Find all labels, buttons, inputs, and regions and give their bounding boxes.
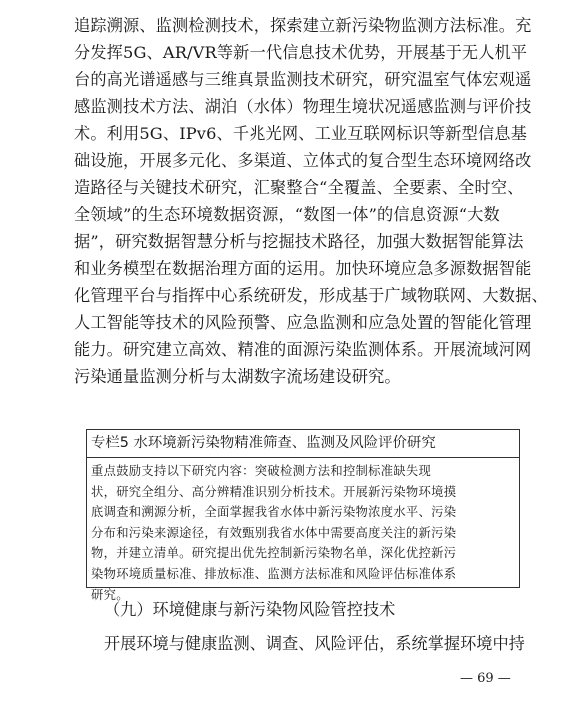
body-line: 追踪溯源、监测检测技术，探索建立新污染物监测方法标准。充	[74, 16, 532, 35]
box-body	[87, 458, 519, 605]
body-line: 感监测技术方法、湖泊（水体）物理生境状况遥感监测与评价技	[74, 97, 532, 116]
body-line: 全领域”的生态环境数据资源，“数图一体”的信息资源“大数	[74, 205, 500, 224]
body-line: 据”，研究数据智慧分析与挖掘技术路径，加强大数据智能算法	[74, 232, 524, 251]
box-line: 研究。	[91, 587, 129, 602]
body-paragraph	[74, 12, 548, 390]
body-line: 分发挥5G、AR/VR等新一代信息技术优势，开展基于无人机平	[74, 43, 528, 62]
body-line: 造路径与关键技术研究，汇聚整合“全覆盖、全要素、全时空、	[74, 178, 524, 197]
body-line: 能力。研究建立高效、精准的面源污染监测体系。开展流域河网	[74, 340, 532, 359]
box-line: 染物环境质量标准、排放标准、监测方法标准和风险评估标准体系	[91, 566, 457, 581]
body-line: 础设施，开展多元化、多渠道、立体式的复合型生态环境网络改	[74, 151, 532, 170]
section-heading: （九）环境健康与新污染物风险管控技术	[104, 600, 396, 619]
box-line: 状，研究全组分、高分辨精准识别分析技术。开展新污染物环境摸	[91, 484, 457, 499]
feature-box	[86, 429, 520, 602]
box-title: 专栏5 水环境新污染物精准筛查、监测及风险评价研究	[87, 430, 519, 458]
body-line: 人工智能等技术的风险预警、应急监测和应急处置的智能化管理	[74, 313, 532, 332]
page-number: — 69 —	[460, 671, 511, 686]
body-line: 开展环境与健康监测、调查、风险评估，系统掌握环境中持	[104, 634, 525, 653]
body-line: 和业务模型在数据治理方面的运用。加快环境应急多源数据智能	[74, 259, 532, 278]
box-line: 底调查和溯源分析，全面掌握我省水体中新污染物浓度水平、污染	[91, 505, 457, 520]
box-line: 重点鼓励支持以下研究内容：突破检测方法和控制标准缺失现	[91, 464, 432, 478]
box-line: 物，并建立清单。研究提出优先控制新污染物名单，深化优控新污	[91, 546, 457, 561]
box-line: 分布和污染来源途径，有效甄别我省水体中需要高度关注的新污染	[91, 525, 457, 540]
body-line: 台的高光谱遥感与三维真景监测技术研究，研究温室气体宏观遥	[74, 70, 532, 89]
body-line: 化管理平台与指挥中心系统研发，形成基于广域物联网、大数据、	[74, 286, 548, 305]
body-line: 术。利用5G、IPv6、千兆光网、工业互联网标识等新型信息基	[74, 124, 527, 143]
body-line: 污染通量监测分析与太湖数字流场建设研究。	[74, 367, 401, 386]
